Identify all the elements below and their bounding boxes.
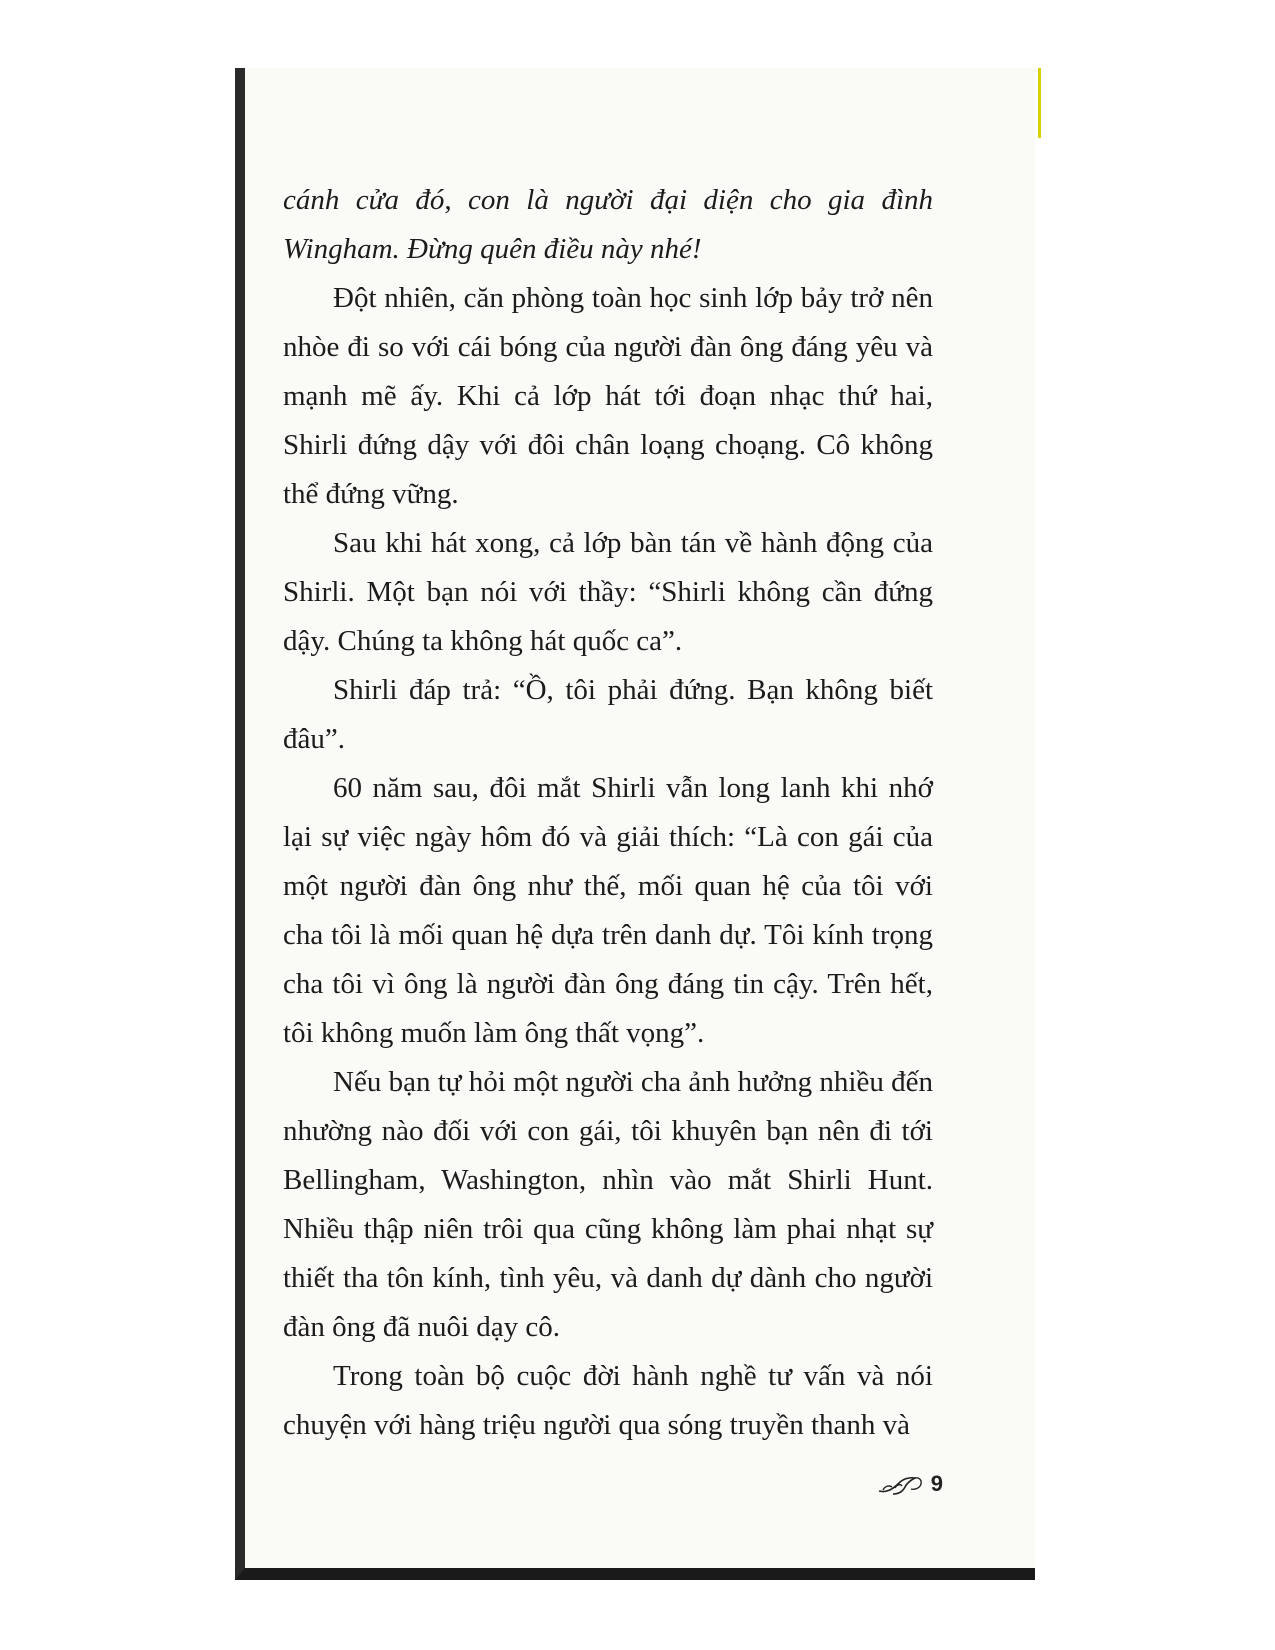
paragraph-1: cánh cửa đó, con là người đại diện cho gia đình Wingham. Đừng quên điều này nhé! xyxy=(283,184,933,265)
paragraph-5: 60 năm sau, đôi mắt Shirli vẫn long lanh khi nhớ lại sự việc ngày hôm đó và giải thích: “Là con gái của một người đàn ông như thế, mối quan hệ của tôi với cha tôi là mối quan hệ dựa trên danh dự. Tôi kính trọng cha tôi vì ông là người đàn ông đáng tin cậy. Trên hết, tôi không muốn làm ông thất vọng”. xyxy=(283,772,933,1049)
page-footer xyxy=(877,1471,943,1497)
paragraph-4: Shirli đáp trả: “Ồ, tôi phải đứng. Bạn không biết đâu”. xyxy=(283,674,933,755)
paragraph-6: Nếu bạn tự hỏi một người cha ảnh hưởng nhiều đến nhường nào đối với con gái, tôi khuyên bạn nên đi tới Bellingham, Washington, nhìn vào mắt Shirli Hunt. Nhiều thập niên trôi qua cũng không làm phai nhạt sự thiết tha tôn kính, tình yêu, và danh dự dành cho người đàn ông đã nuôi dạy cô. xyxy=(283,1066,933,1343)
body-text xyxy=(283,176,933,1450)
paragraph-2: Đột nhiên, căn phòng toàn học sinh lớp bảy trở nên nhòe đi so với cái bóng của người đàn ông đáng yêu và mạnh mẽ ấy. Khi cả lớp hát tới đoạn nhạc thứ hai, Shirli đứng dậy với đôi chân loạng choạng. Cô không thể đứng vững. xyxy=(283,282,933,510)
leaf-flourish-icon xyxy=(877,1471,925,1497)
paragraph-3: Sau khi hát xong, cả lớp bàn tán về hành động của Shirli. Một bạn nói với thầy: “Shirli không cần đứng dậy. Chúng ta không hát quốc ca”. xyxy=(283,527,933,657)
paragraph-7: Trong toàn bộ cuộc đời hành nghề tư vấn và nói chuyện với hàng triệu người qua sóng truyền thanh và xyxy=(283,1360,933,1441)
page-number: 9 xyxy=(930,1471,943,1496)
scanned-book-page xyxy=(235,68,1035,1580)
page-edge-highlight xyxy=(1038,68,1041,138)
